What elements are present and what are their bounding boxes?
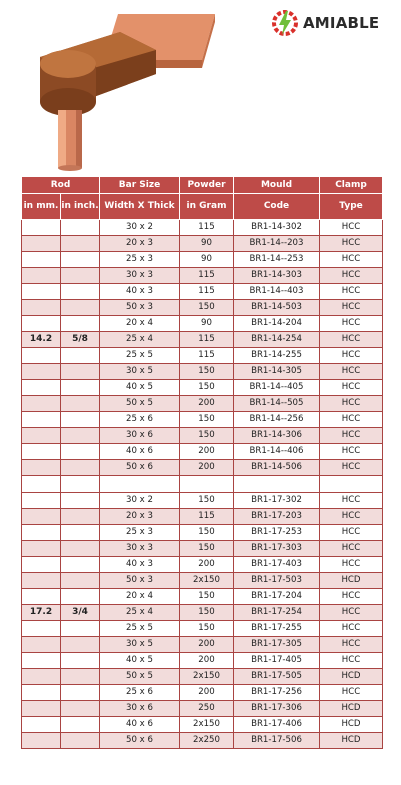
bar-size-cell: 40 x 3 — [100, 557, 180, 573]
bar-size-cell: 30 x 6 — [100, 428, 180, 444]
clamp-type-cell: HCC — [320, 557, 383, 573]
bar-size-cell: 25 x 3 — [100, 525, 180, 541]
mould-code-cell: BR1-14-306 — [234, 428, 320, 444]
rod-inch-cell — [61, 396, 100, 412]
clamp-type-cell: HCC — [320, 428, 383, 444]
table-row — [22, 637, 383, 653]
powder-cell: 115 — [180, 268, 234, 284]
bar-size-cell: 20 x 4 — [100, 316, 180, 332]
bar-size-cell: 50 x 3 — [100, 300, 180, 316]
rod-inch-cell — [61, 300, 100, 316]
bar-size-cell: 30 x 6 — [100, 701, 180, 717]
powder-cell: 150 — [180, 412, 234, 428]
rod-mm-cell — [22, 428, 61, 444]
mould-code-cell: BR1-17-403 — [234, 557, 320, 573]
rod-inch-cell — [61, 557, 100, 573]
clamp-type-cell: HCC — [320, 685, 383, 701]
bar-size-cell: 40 x 6 — [100, 717, 180, 733]
table-row — [22, 589, 383, 605]
table-row — [22, 653, 383, 669]
rod-inch-cell: 5/8 — [61, 332, 100, 348]
powder-cell: 115 — [180, 220, 234, 236]
rod-inch-cell — [61, 316, 100, 332]
table-row — [22, 444, 383, 460]
rod-inch-cell — [61, 284, 100, 300]
clamp-type-cell: HCD — [320, 733, 383, 749]
clamp-type-cell: HCC — [320, 380, 383, 396]
product-illustration — [20, 2, 220, 172]
bar-size-cell: 25 x 6 — [100, 412, 180, 428]
table-row — [22, 717, 383, 733]
table-row — [22, 252, 383, 268]
table-row — [22, 701, 383, 717]
table-row — [22, 332, 383, 348]
bar-size-cell: 50 x 3 — [100, 573, 180, 589]
mould-code-cell: BR1-17-406 — [234, 717, 320, 733]
mould-code-cell: BR1-17-303 — [234, 541, 320, 557]
rod-inch-cell — [61, 685, 100, 701]
rod-inch-cell — [61, 589, 100, 605]
clamp-type-cell: HCC — [320, 396, 383, 412]
header-width-x-thick: Width X Thick — [100, 194, 180, 220]
rod-mm-cell — [22, 685, 61, 701]
powder-cell: 150 — [180, 300, 234, 316]
table-row — [22, 685, 383, 701]
bar-size-cell: 50 x 6 — [100, 460, 180, 476]
rod-mm-cell — [22, 300, 61, 316]
powder-cell: 2x150 — [180, 717, 234, 733]
empty-cell — [100, 476, 180, 493]
table-row — [22, 525, 383, 541]
powder-cell: 150 — [180, 605, 234, 621]
rod-mm-cell — [22, 380, 61, 396]
table-row — [22, 380, 383, 396]
rod-mm-cell — [22, 589, 61, 605]
mould-code-cell: BR1-17-505 — [234, 669, 320, 685]
table-row — [22, 557, 383, 573]
rod-inch-cell — [61, 701, 100, 717]
separator-row — [22, 476, 383, 493]
bar-size-cell: 40 x 5 — [100, 653, 180, 669]
clamp-type-cell: HCC — [320, 589, 383, 605]
powder-cell: 90 — [180, 252, 234, 268]
rod-inch-cell — [61, 525, 100, 541]
mould-code-cell: BR1-14-255 — [234, 348, 320, 364]
header-mould: Mould — [234, 177, 320, 194]
bar-size-cell: 30 x 3 — [100, 268, 180, 284]
bar-size-cell: 50 x 5 — [100, 396, 180, 412]
powder-cell: 115 — [180, 509, 234, 525]
header-code: Code — [234, 194, 320, 220]
table-row — [22, 605, 383, 621]
rod-mm-cell — [22, 236, 61, 252]
header-bar-size: Bar Size — [100, 177, 180, 194]
bar-size-cell: 50 x 5 — [100, 669, 180, 685]
mould-code-cell: BR1-14--253 — [234, 252, 320, 268]
rod-inch-cell — [61, 348, 100, 364]
header-powder: Powder — [180, 177, 234, 194]
rod-inch-cell — [61, 493, 100, 509]
clamp-type-cell: HCC — [320, 236, 383, 252]
rod-inch-cell — [61, 653, 100, 669]
rod-inch-cell — [61, 364, 100, 380]
table-row — [22, 621, 383, 637]
powder-cell: 150 — [180, 493, 234, 509]
header-in-gram: in Gram — [180, 194, 234, 220]
powder-cell: 115 — [180, 348, 234, 364]
table-row — [22, 268, 383, 284]
bar-size-cell: 30 x 2 — [100, 493, 180, 509]
mould-code-cell: BR1-14-506 — [234, 460, 320, 476]
rod-mm-cell — [22, 252, 61, 268]
rod-mm-cell — [22, 509, 61, 525]
mould-code-cell: BR1-17-203 — [234, 509, 320, 525]
table-row — [22, 541, 383, 557]
powder-cell: 150 — [180, 525, 234, 541]
mould-code-cell: BR1-14-503 — [234, 300, 320, 316]
header-rod: Rod — [22, 177, 100, 194]
bar-size-cell: 30 x 5 — [100, 637, 180, 653]
rod-inch-cell — [61, 621, 100, 637]
rod-mm-cell — [22, 412, 61, 428]
clamp-type-cell: HCD — [320, 573, 383, 589]
table-row — [22, 236, 383, 252]
powder-cell: 2x150 — [180, 573, 234, 589]
header-clamp: Clamp — [320, 177, 383, 194]
mould-code-cell: BR1-14-303 — [234, 268, 320, 284]
table-row — [22, 348, 383, 364]
clamp-type-cell: HCC — [320, 268, 383, 284]
bar-size-cell: 25 x 3 — [100, 252, 180, 268]
gear-bolt-icon — [270, 8, 300, 38]
powder-cell: 200 — [180, 653, 234, 669]
mould-code-cell: BR1-14--403 — [234, 284, 320, 300]
rod-mm-cell — [22, 268, 61, 284]
powder-cell: 2x250 — [180, 733, 234, 749]
rod-mm-cell — [22, 316, 61, 332]
powder-cell: 150 — [180, 541, 234, 557]
rod-mm-cell — [22, 364, 61, 380]
rod-inch-cell — [61, 733, 100, 749]
rod-mm-cell: 14.2 — [22, 332, 61, 348]
rod-mm-cell — [22, 717, 61, 733]
mould-code-cell: BR1-17-503 — [234, 573, 320, 589]
rod-mm-cell — [22, 701, 61, 717]
rod-inch-cell: 3/4 — [61, 605, 100, 621]
clamp-type-cell: HCC — [320, 364, 383, 380]
bar-size-cell: 25 x 6 — [100, 685, 180, 701]
clamp-type-cell: HCC — [320, 300, 383, 316]
powder-cell: 90 — [180, 316, 234, 332]
rod-mm-cell: 17.2 — [22, 605, 61, 621]
empty-cell — [61, 476, 100, 493]
rod-inch-cell — [61, 717, 100, 733]
header-type: Type — [320, 194, 383, 220]
bar-size-cell: 50 x 6 — [100, 733, 180, 749]
mould-code-cell: BR1-14--405 — [234, 380, 320, 396]
mould-code-cell: BR1-17-204 — [234, 589, 320, 605]
table-row — [22, 412, 383, 428]
rod-mm-cell — [22, 493, 61, 509]
rod-inch-cell — [61, 428, 100, 444]
brand-logo — [270, 6, 379, 40]
rod-mm-cell — [22, 557, 61, 573]
clamp-type-cell: HCD — [320, 701, 383, 717]
clamp-type-cell: HCC — [320, 605, 383, 621]
mould-code-cell: BR1-17-405 — [234, 653, 320, 669]
clamp-type-cell: HCC — [320, 284, 383, 300]
rod-mm-cell — [22, 220, 61, 236]
powder-cell: 200 — [180, 685, 234, 701]
powder-cell: 115 — [180, 332, 234, 348]
clamp-type-cell: HCC — [320, 412, 383, 428]
rod-mm-cell — [22, 444, 61, 460]
table-row — [22, 573, 383, 589]
bar-size-cell: 25 x 5 — [100, 621, 180, 637]
mould-code-cell: BR1-17-302 — [234, 493, 320, 509]
bar-size-cell: 25 x 4 — [100, 605, 180, 621]
rod-mm-cell — [22, 621, 61, 637]
powder-cell: 200 — [180, 444, 234, 460]
rod-mm-cell — [22, 284, 61, 300]
empty-cell — [22, 476, 61, 493]
mould-code-cell: BR1-17-256 — [234, 685, 320, 701]
clamp-type-cell: HCC — [320, 316, 383, 332]
clamp-type-cell: HCC — [320, 541, 383, 557]
clamp-type-cell: HCC — [320, 637, 383, 653]
clamp-type-cell: HCC — [320, 621, 383, 637]
clamp-type-cell: HCD — [320, 717, 383, 733]
brand-name: AMIABLE — [303, 14, 380, 32]
bar-size-cell: 40 x 6 — [100, 444, 180, 460]
table-row — [22, 428, 383, 444]
rod-mm-cell — [22, 653, 61, 669]
clamp-type-cell: HCD — [320, 669, 383, 685]
mould-code-cell: BR1-14--256 — [234, 412, 320, 428]
powder-cell: 115 — [180, 284, 234, 300]
mould-code-cell: BR1-14--203 — [234, 236, 320, 252]
mould-code-cell: BR1-17-306 — [234, 701, 320, 717]
table-row — [22, 316, 383, 332]
clamp-type-cell: HCC — [320, 493, 383, 509]
powder-cell: 250 — [180, 701, 234, 717]
rod-inch-cell — [61, 252, 100, 268]
rod-inch-cell — [61, 541, 100, 557]
rod-mm-cell — [22, 541, 61, 557]
mould-code-cell: BR1-14--406 — [234, 444, 320, 460]
mould-code-cell: BR1-17-253 — [234, 525, 320, 541]
rod-inch-cell — [61, 669, 100, 685]
mould-code-cell: BR1-14-302 — [234, 220, 320, 236]
table-row — [22, 220, 383, 236]
rod-inch-cell — [61, 573, 100, 589]
rod-inch-cell — [61, 220, 100, 236]
empty-cell — [234, 476, 320, 493]
bar-size-cell: 30 x 2 — [100, 220, 180, 236]
header-in-inch: in inch. — [61, 194, 100, 220]
powder-cell: 90 — [180, 236, 234, 252]
rod-mm-cell — [22, 637, 61, 653]
rod-inch-cell — [61, 444, 100, 460]
table-row — [22, 733, 383, 749]
rod-inch-cell — [61, 509, 100, 525]
powder-cell: 150 — [180, 364, 234, 380]
clamp-type-cell: HCC — [320, 252, 383, 268]
mould-code-cell: BR1-14-305 — [234, 364, 320, 380]
powder-cell: 200 — [180, 396, 234, 412]
bar-size-cell: 40 x 3 — [100, 284, 180, 300]
specification-table — [21, 176, 383, 749]
bar-size-cell: 20 x 3 — [100, 509, 180, 525]
table-row — [22, 300, 383, 316]
rod-inch-cell — [61, 412, 100, 428]
bar-size-cell: 40 x 5 — [100, 380, 180, 396]
table-row — [22, 509, 383, 525]
rod-inch-cell — [61, 637, 100, 653]
powder-cell: 200 — [180, 637, 234, 653]
mould-code-cell: BR1-17-305 — [234, 637, 320, 653]
rod-mm-cell — [22, 348, 61, 364]
bar-size-cell: 25 x 4 — [100, 332, 180, 348]
bar-size-cell: 20 x 3 — [100, 236, 180, 252]
powder-cell: 200 — [180, 557, 234, 573]
mould-code-cell: BR1-14-204 — [234, 316, 320, 332]
rod-mm-cell — [22, 460, 61, 476]
powder-cell: 150 — [180, 380, 234, 396]
rod-mm-cell — [22, 733, 61, 749]
table-row — [22, 493, 383, 509]
bar-size-cell: 25 x 5 — [100, 348, 180, 364]
table-row — [22, 460, 383, 476]
hero-image-area — [0, 0, 401, 175]
rod-inch-cell — [61, 268, 100, 284]
clamp-type-cell: HCC — [320, 509, 383, 525]
clamp-type-cell: HCC — [320, 525, 383, 541]
rod-inch-cell — [61, 380, 100, 396]
clamp-type-cell: HCC — [320, 332, 383, 348]
rod-mm-cell — [22, 669, 61, 685]
mould-code-cell: BR1-14--505 — [234, 396, 320, 412]
header-in-mm: in mm. — [22, 194, 61, 220]
mould-code-cell: BR1-14-254 — [234, 332, 320, 348]
powder-cell: 2x150 — [180, 669, 234, 685]
clamp-type-cell: HCC — [320, 653, 383, 669]
clamp-type-cell: HCC — [320, 444, 383, 460]
rod-mm-cell — [22, 396, 61, 412]
table-row — [22, 669, 383, 685]
table-row — [22, 364, 383, 380]
rod-inch-cell — [61, 460, 100, 476]
powder-cell: 150 — [180, 621, 234, 637]
clamp-type-cell: HCC — [320, 348, 383, 364]
mould-code-cell: BR1-17-254 — [234, 605, 320, 621]
clamp-type-cell: HCC — [320, 220, 383, 236]
empty-cell — [180, 476, 234, 493]
powder-cell: 150 — [180, 428, 234, 444]
bar-size-cell: 30 x 3 — [100, 541, 180, 557]
rod-mm-cell — [22, 573, 61, 589]
table-row — [22, 284, 383, 300]
table-row — [22, 396, 383, 412]
table-body — [22, 220, 383, 749]
powder-cell: 200 — [180, 460, 234, 476]
powder-cell: 150 — [180, 589, 234, 605]
bar-size-cell: 30 x 5 — [100, 364, 180, 380]
rod-inch-cell — [61, 236, 100, 252]
bar-size-cell: 20 x 4 — [100, 589, 180, 605]
empty-cell — [320, 476, 383, 493]
rod-mm-cell — [22, 525, 61, 541]
clamp-type-cell: HCC — [320, 460, 383, 476]
mould-code-cell: BR1-17-255 — [234, 621, 320, 637]
mould-code-cell: BR1-17-506 — [234, 733, 320, 749]
